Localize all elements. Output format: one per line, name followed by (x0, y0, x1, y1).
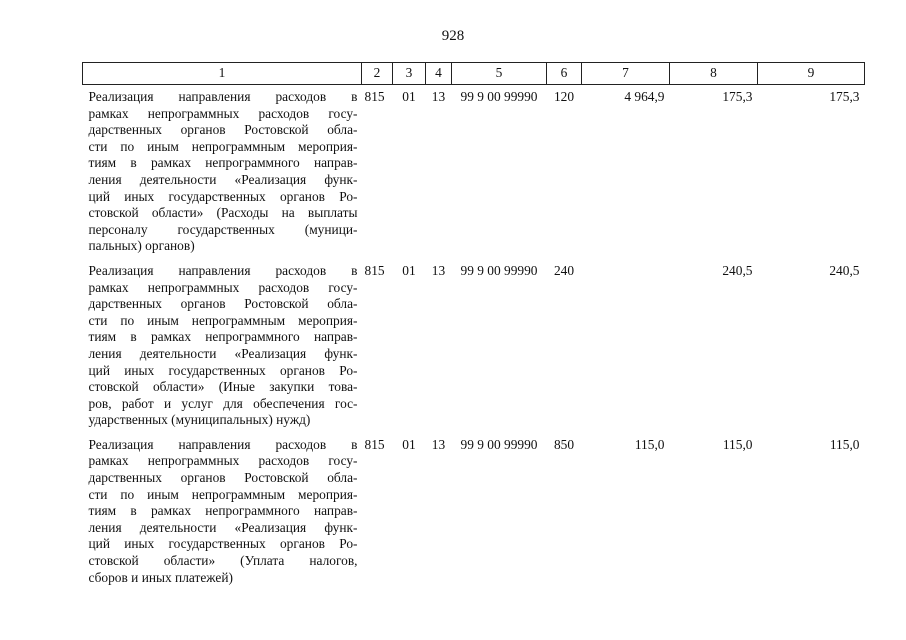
row-amount-col8: 175,3 (722, 89, 753, 104)
description-line: стовской области» (Уплата налогов, (88, 553, 358, 569)
row-subsection-code: 13 (431, 262, 446, 278)
table-row (83, 433, 865, 590)
description-line: дарственных органов Ростовской обла- (88, 122, 358, 138)
description-line: ров, работ и услуг для обеспечения гос- (88, 395, 358, 411)
row-expense-type: 850 (553, 436, 575, 452)
row-section-code: 01 (402, 436, 416, 452)
row-subsection-code: 13 (431, 89, 446, 104)
row-description (83, 259, 362, 433)
description-line: Реализация направления расходов в (88, 89, 358, 104)
header-col-6: 6 (547, 63, 582, 85)
header-col-5: 5 (452, 63, 547, 85)
description-line: Реализация направления расходов в (88, 262, 358, 278)
description-line: ций иных государственных органов Ро- (88, 536, 358, 552)
description-line: персоналу государственных (муници- (88, 221, 358, 237)
description-line: ций иных государственных органов Ро- (88, 362, 358, 378)
row-amount-col9: 115,0 (829, 436, 860, 452)
description-line: тиям в рамках непрограммного направ- (88, 329, 358, 345)
description-line: стовской области» (Расходы на выплаты (88, 205, 358, 221)
row-section-code: 01 (402, 89, 416, 104)
row-amount-col7 (582, 259, 670, 433)
table-row (83, 259, 865, 433)
description-line: сти по иным непрограммным мероприя- (88, 138, 358, 154)
page-number: 928 (441, 28, 465, 44)
row-subsection-code: 13 (431, 436, 446, 452)
row-section-code: 01 (402, 262, 416, 278)
row-amount-col7: 115,0 (634, 436, 665, 452)
row-amount-col8: 240,5 (722, 262, 753, 278)
row-expense-type: 240 (553, 262, 575, 278)
description-line: тиям в рамках непрограммного направ- (88, 155, 358, 171)
row-admin-code: 815 (364, 436, 385, 452)
description-line: рамках непрограммных расходов госу- (88, 453, 358, 469)
header-col-1: 1 (83, 63, 362, 85)
header-col-7: 7 (582, 63, 670, 85)
description-line: ления деятельности «Реализация функ- (88, 519, 358, 535)
description-line: ления деятельности «Реализация функ- (88, 345, 358, 361)
table-header (83, 63, 865, 85)
description-line: стовской области» (Иные закупки това- (88, 379, 358, 395)
description-line: ций иных государственных органов Ро- (88, 188, 358, 204)
description-line: ления деятельности «Реализация функ- (88, 171, 358, 187)
description-line: пальных) органов) (88, 238, 195, 254)
header-col-9: 9 (758, 63, 865, 85)
row-admin-code: 815 (364, 262, 385, 278)
row-target-article: 99 9 00 99990 (460, 436, 538, 452)
row-amount-col9: 175,3 (829, 89, 860, 104)
description-line: дарственных органов Ростовской обла- (88, 296, 358, 312)
description-line: сти по иным непрограммным мероприя- (88, 312, 358, 328)
header-col-2: 2 (362, 63, 393, 85)
description-line: сти по иным непрограммным мероприя- (88, 486, 358, 502)
table-row (83, 85, 865, 259)
row-amount-col9: 240,5 (829, 262, 860, 278)
row-amount-col7: 4 964,9 (624, 89, 665, 104)
budget-table (82, 62, 865, 590)
header-row (83, 63, 865, 85)
header-col-3: 3 (393, 63, 426, 85)
row-amount-col8: 115,0 (722, 436, 753, 452)
description-line: рамках непрограммных расходов госу- (88, 279, 358, 295)
row-description (83, 85, 362, 259)
header-col-4: 4 (426, 63, 452, 85)
description-line: рамках непрограммных расходов госу- (88, 105, 358, 121)
description-line: Реализация направления расходов в (88, 436, 358, 452)
description-line: тиям в рамках непрограммного направ- (88, 503, 358, 519)
description-line: дарственных органов Ростовской обла- (88, 470, 358, 486)
row-target-article: 99 9 00 99990 (460, 262, 538, 278)
row-description (83, 433, 362, 590)
row-target-article: 99 9 00 99990 (460, 89, 538, 104)
table-body (83, 85, 865, 591)
row-expense-type: 120 (553, 89, 575, 104)
description-line: сборов и иных платежей) (88, 569, 233, 585)
header-col-8: 8 (670, 63, 758, 85)
description-line: ударственных (муниципальных) нужд) (88, 412, 311, 428)
row-admin-code: 815 (364, 89, 385, 104)
